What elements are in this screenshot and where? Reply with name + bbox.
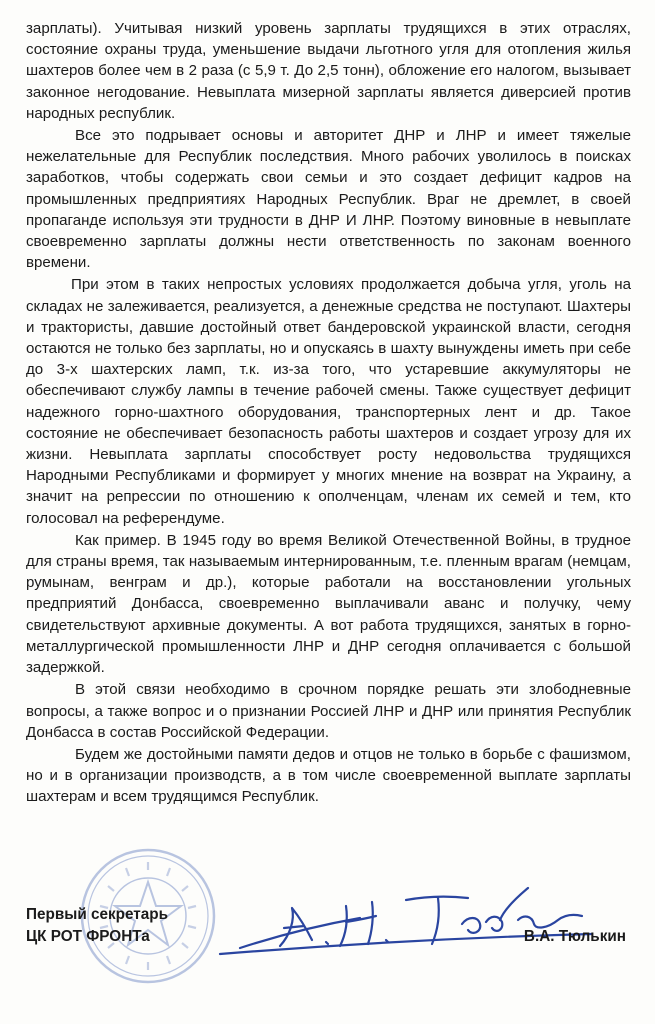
signatory-title-line-2: ЦК РОТ ФРОНТа [26, 927, 150, 945]
paragraph-2: Все это подрывает основы и авторитет ДНР и ЛНР и имеет тяжелые нежелательные для Республик последствия. Много рабочих уволилось в поисках заработков, чтобы содержать свои семьи и это создает дефицит кадров на промышленных предприятиях Народных Республик. Враг не дремлет, в своей пропаганде используя эти трудности в ДНР И ЛНР. Поэтому виновные в невыплате своевременно зарплаты должны нести ответственность по законам военного времени. [26, 127, 631, 272]
paragraph-4: Как пример. В 1945 году во время Великой Отечественной Войны, в трудное для страны время, так называемым интернированным, т.е. пленным врагам (немцам, румынам, венграм и др.), которые работали на восстановлении угольных предприятий Донбасса, своевременно выплачивали аванс и получку, чему свидетельствуют архивные документы. А вот работа трудящихся, занятых в горно-металлургической промышленности ЛНР и ДНР сегодня оплачивается с большой задержкой. [26, 531, 631, 677]
paragraph-6: Будем же достойными памяти дедов и отцов не только в борьбе с фашизмом, но и в организации производств, а в том числе своевременной выплате зарплаты шахтерам и всем трудящимся Республик. [26, 745, 631, 806]
paragraph-3: При этом в таких непростых условиях продолжается добыча угля, уголь на складах не залеживается, реализуется, а денежные средства не поступают. Шахтеры и трактористы, давшие достойный ответ бандеровской украинской власти, сегодня остаются не только без зарплаты, но и опускаясь в шахту вынуждены иметь при себе до 3-х шахтерских ламп, т.к. из-за того, что устаревшие аккумуляторы не обеспечивают службу лампы в течение рабочей смены. Также существует дефицит надежного горно-шахтного оборудования, транспортерных лент и др. Такое состояние не обеспечивает безопасность работы шахтеров и создает угрозу для их жизни. Невыплата зарплаты способствует росту недовольства трудящихся Народными Республиками и формирует у многих мнение на возврат на Украину, а значит на репрессии по отношению к ополченцам, членам их семей и тем, кто голосовал на референдуме. [26, 276, 631, 527]
signatory-title [26, 904, 168, 947]
signatory-title-line-1: Первый секретарь [26, 906, 169, 923]
signatory-name: В.А. Тюлькин [523, 928, 626, 945]
paragraph-5: В этой связи необходимо в срочном порядке решать эти злободневные вопросы, а также вопрос и о признании Россией ЛНР и ДНР или принятия Республик Донбасса в состав Российской Федерации. [26, 681, 631, 741]
paragraph-1: зарплаты). Учитывая низкий уровень зарплаты трудящихся в этих отраслях, состояние охраны труда, уменьшение выдачи льготного угля для отопления жилья шахтеров более чем в 2 раза (с 5,9 т. До 2,5 тонн), обложение его налогом, вызывает законное негодование. Невыплата мизерной зарплаты является диверсией против народных республик. [26, 20, 631, 122]
letter-body [26, 18, 631, 808]
signature-block [26, 904, 626, 964]
